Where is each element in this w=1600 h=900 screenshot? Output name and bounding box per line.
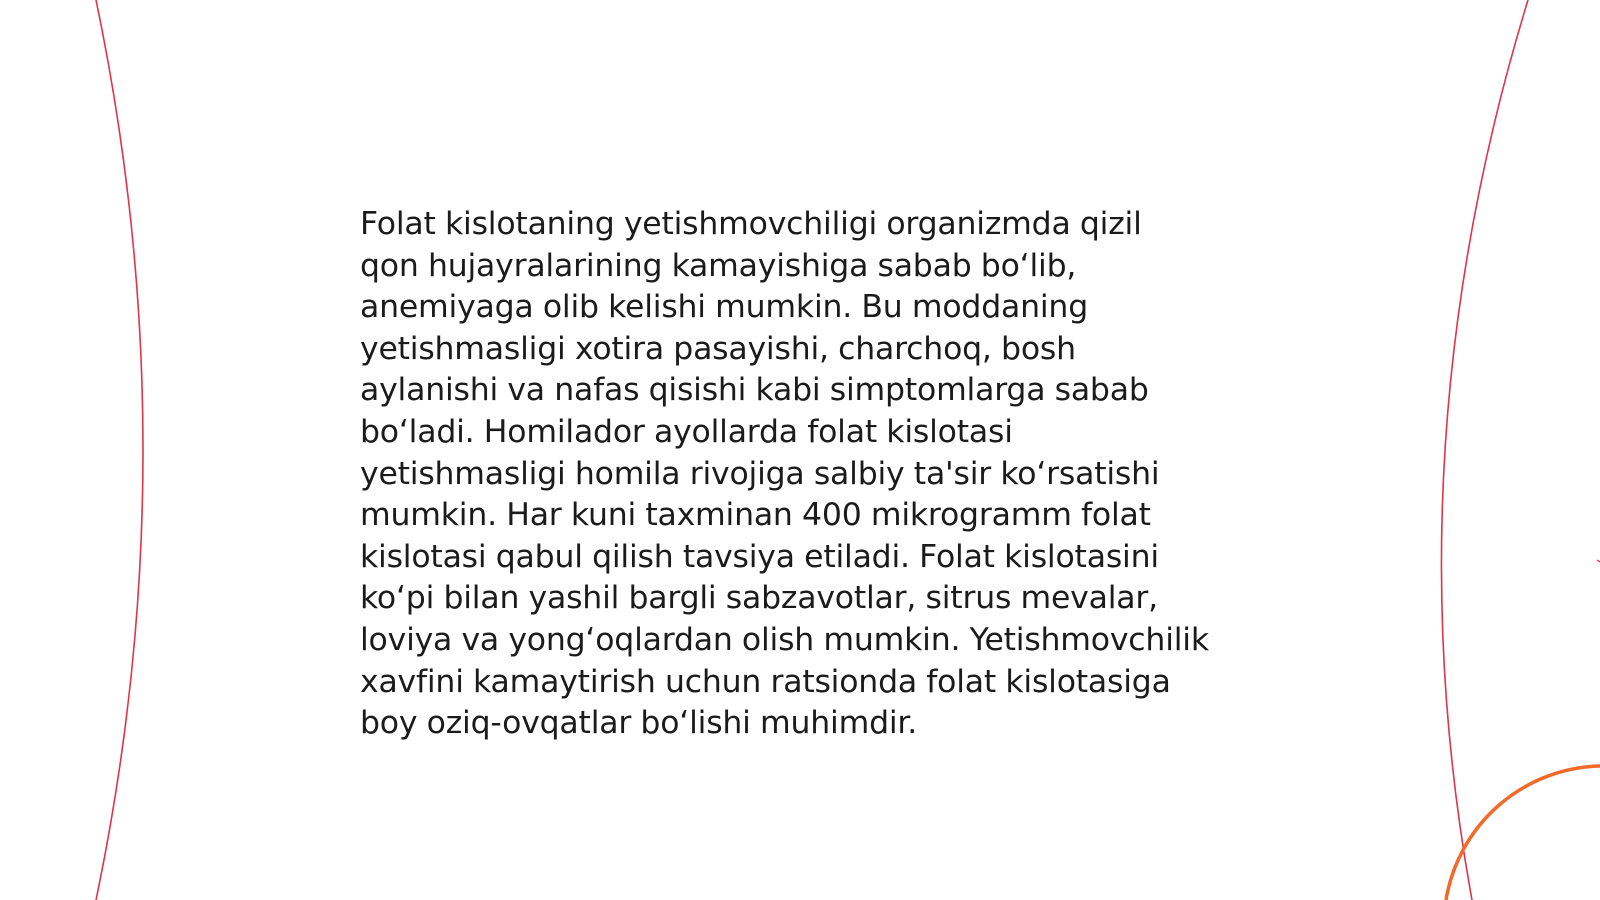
paragraph-line-8: mumkin. Har kuni taxminan 400 mikrogramm folat [360,497,1151,534]
paragraph-line-3: anemiyaga olib kelishi mumkin. Bu moddaning [360,289,1088,326]
paragraph-line-7: yetishmasligi homila rivojiga salbiy ta'sir ko‘rsatishi [360,455,1160,492]
paragraph-line-13: boy oziq-ovqatlar bo‘lishi muhimdir. [360,705,918,742]
paragraph-line-11: loviya va yong‘oqlardan olish mumkin. Yetishmovchilik [360,621,1209,658]
paragraph-line-10: ko‘pi bilan yashil bargli sabzavotlar, sitrus mevalar, [360,580,1158,617]
paragraph-line-1: Folat kislotaning yetishmovchiligi organizmda qizil [360,206,1142,242]
paragraph-line-9: kislotasi qabul qilish tavsiya etiladi. Folat kislotasini [360,538,1159,575]
right-curve-line [1441,0,1528,900]
left-curve-line [96,0,143,900]
paragraph-line-5: aylanishi va nafas qisishi kabi simptomlarga sabab [360,372,1149,409]
bottom-right-orange-arc [1446,766,1600,900]
paragraph-line-2: qon hujayralarining kamayishiga sabab bo‘lib, [360,247,1077,284]
paragraph-line-4: yetishmasligi xotira pasayishi, charchoq, bosh [360,330,1076,367]
body-paragraph [360,204,1260,745]
paragraph-line-12: xavfini kamaytirish uchun ratsionda folat kislotasiga [360,663,1171,700]
paragraph-line-6: bo‘ladi. Homilador ayollarda folat kislotasi [360,413,1013,450]
